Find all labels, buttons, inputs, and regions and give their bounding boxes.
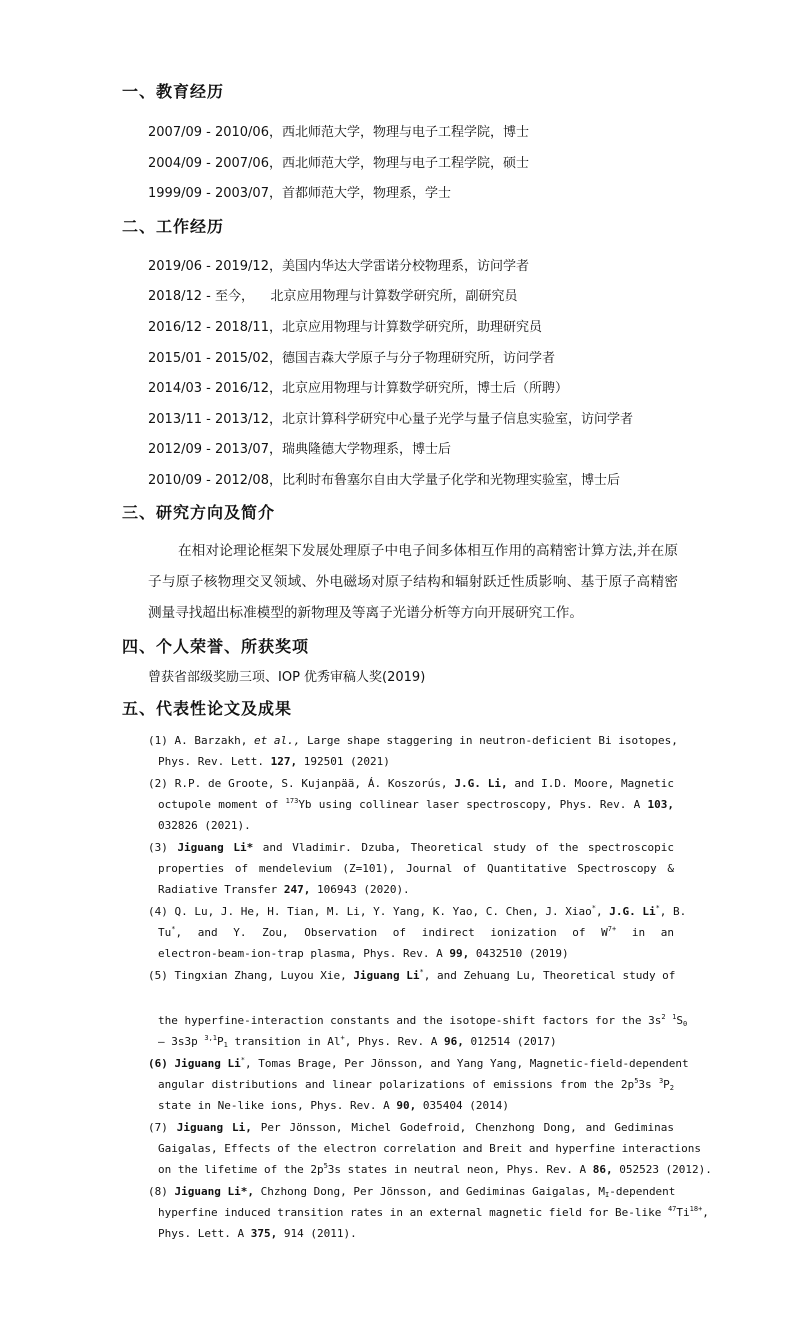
honors-text: 曾获省部级奖励三项、IOP 优秀审稿人奖(2019) xyxy=(148,670,426,685)
education-entry-3: 1999/09 - 2003/07，首都师范大学，物理系，学士 xyxy=(148,186,451,201)
work-entry-2: 2018/12 - 至今， 北京应用物理与计算数学研究所，副研究员 xyxy=(148,289,518,304)
work-entry-4: 2015/01 - 2015/02，德国吉森大学原子与分子物理研究所，访问学者 xyxy=(148,351,555,366)
paper-4: (4) Q. Lu, J. He, H. Tian, M. Li, Y. Yang, K. Yao, C. Chen, J. Xiao*, J.G. Li*, B. Tu*, and Y. Zou, Observation of indirect ionization of $W^{7+}$ in an electron-beam-ion-trap plasma, Phys. Rev. A 99, 0432510 (2019) xyxy=(148,904,687,960)
research-heading: 三、研究方向及简介 xyxy=(122,503,276,522)
paper-1: (1) A. Barzakh, et al., Large shape staggering in neutron-deficient Bi isotopes, Phys. Rev. Lett. 127, 192501 (2021) xyxy=(148,734,678,768)
work-entry-5: 2014/03 - 2016/12，北京应用物理与计算数学研究所，博士后（所聘） xyxy=(148,381,568,396)
paper-2: (2) R.P. de Groote, S. Kujanpää, Á. Koszorús, J.G. Li, and I.D. Moore, Magnetic octupole moment of $^{173}$Yb using collinear laser spectroscopy, Phys. Rev. A 103, 032826 (2021). xyxy=(148,777,675,832)
education-heading: 一、教育经历 xyxy=(122,82,225,101)
education-entry-1: 2007/09 - 2010/06，西北师范大学，物理与电子工程学院，博士 xyxy=(148,125,529,140)
paper-3: (3) Jiguang Li* and Vladimir. Dzuba, Theoretical study of the spectroscopic properties of mendelevium (Z=101), Journal of Quantitative Spectroscopy & Radiative Transfer 247, 106943 (2020). xyxy=(148,841,675,896)
honors-heading: 四、个人荣誉、所获奖项 xyxy=(122,637,310,656)
paper-8: (8) Jiguang Li*, Chzhong Dong, Per Jönsson, and Gediminas Gaigalas, $M_I$-dependent hyperfine induced transition rates in an external magnetic field for Be-like $^{47}Ti^{18+}$, Phys. Lett. A 375, 914 (2011). xyxy=(148,1185,709,1240)
work-heading: 二、工作经历 xyxy=(122,217,225,236)
work-entry-3: 2016/12 - 2018/11，北京应用物理与计算数学研究所，助理研究员 xyxy=(148,320,542,335)
research-paragraph: 在相对论理论框架下发展处理原子中电子间多体相互作用的高精密计算方法,并在原子与原子核物理交叉领域、外电磁场对原子结构和辐射跃迁性质影响、基于原子高精密测量寻找超出标准模型的新物理及等离子光谱分析等方向开展研究工作。 xyxy=(148,543,678,621)
education-entry-2: 2004/09 - 2007/06，西北师范大学，物理与电子工程学院，硕士 xyxy=(148,156,529,171)
papers-heading: 五、代表性论文及成果 xyxy=(122,699,293,718)
paper-7: (7) Jiguang Li, Per Jönsson, Michel Godefroid, Chenzhong Dong, and Gediminas Gaigalas, Effects of the electron correlation and Breit and hyperfine interactions on the lifetime of the $2p^53s$ states in neutral neon, Phys. Rev. A 86, 052523 (2012). xyxy=(148,1121,712,1176)
paper-5: (5) Tingxian Zhang, Luyou Xie, Jiguang Li*, and Zehuang Lu, Theoretical study of xyxy=(148,968,676,982)
work-entry-1: 2019/06 - 2019/12，美国内华达大学雷诺分校物理系，访问学者 xyxy=(148,259,529,274)
work-entry-6: 2013/11 - 2013/12，北京计算科学研究中心量子光学与量子信息实验室，访问学者 xyxy=(148,412,633,427)
work-entry-8: 2010/09 - 2012/08，比利时布鲁塞尔自由大学量子化学和光物理实验室，博士后 xyxy=(148,473,620,488)
paper-5-continued: the hyperfine-interaction constants and the isotope-shift factors for the $3s^2$ $^1S_0$ – 3s3p $^{3,1}P_1$ transition in Al+, Phys. Rev. A 96, 012514 (2017) xyxy=(158,1013,688,1049)
paper-6: (6) Jiguang Li*, Tomas Brage, Per Jönsson, and Yang Yang, Magnetic-field-dependent angular distributions and linear polarizations of emissions from the $2p^53s$ $^3P_2$ state in Ne-like ions, Phys. Rev. A 90, 035404 (2014) xyxy=(148,1056,689,1112)
work-entry-7: 2012/09 - 2013/07，瑞典隆德大学物理系，博士后 xyxy=(148,442,451,457)
